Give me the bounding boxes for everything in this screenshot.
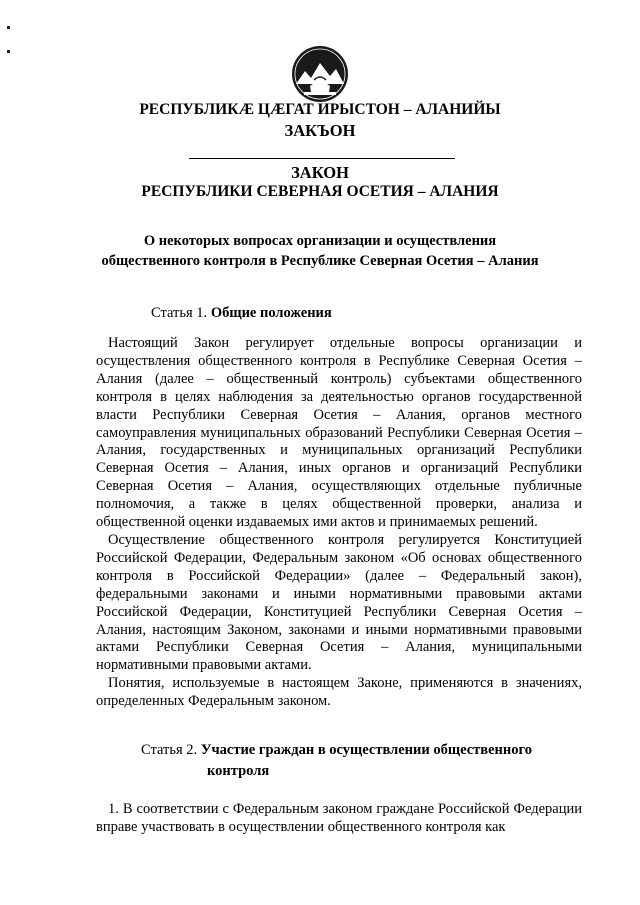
law-label-ossetian: ЗАКЪОН [284, 121, 356, 140]
article2-number: Статья 2. [141, 742, 198, 758]
coat-of-arms-emblem [290, 44, 350, 104]
article2-body [96, 801, 582, 837]
article1-number: Статья 1. [151, 305, 208, 321]
scan-artifact [7, 50, 10, 53]
article2-paragraph: 1. В соответствии с Федеральным законом граждане Российской Федерации вправе участвовать в осуществлении общественного контроля как [96, 801, 582, 835]
law-label-russian: ЗАКОН [291, 163, 349, 182]
article1-title: Общие положения [210, 305, 332, 321]
article1-paragraph: Понятия, используемые в настоящем Законе, применяются в значениях, определенных Федеральным законом. [96, 675, 582, 710]
article2-heading [141, 742, 532, 759]
scan-artifact [7, 26, 10, 29]
header-divider [189, 158, 455, 159]
article1-paragraph: Настоящий Закон регулирует отдельные вопросы организации и осуществления общественного контроля в Республике Северная Осетия – Алания (далее – общественный контроль) субъектами общественного контроля в целях наблюдения за деятельностью органов государственной власти Республики Северная Осетия – Алания, органов местного самоуправления муниципальных образований Республики Северная Осетия – Алания, государственных и муниципальных организаций Республики Северная Осетия – Алания, иных органов и организаций Республики Северная Осетия – Алания, осуществляющих отдельные публичные полномочия, а также в целях общественной проверки, анализа и общественной оценки издаваемых ими актов и принимаемых решений. [96, 335, 582, 531]
article2-title-line1: Участие граждан в осуществлении общественного [200, 742, 532, 758]
document-title-line1: О некоторых вопросах организации и осуществления [143, 233, 497, 249]
article1-body [96, 335, 582, 711]
document-title-line2: общественного контроля в Республике Северная Осетия – Алания [101, 253, 539, 269]
article2-title-line2: контроля [207, 763, 270, 779]
article1-heading [151, 305, 332, 322]
republic-title-russian: РЕСПУБЛИКИ СЕВЕРНАЯ ОСЕТИЯ – АЛАНИЯ [141, 183, 499, 200]
republic-title-ossetian: РЕСПУБЛИКӔ ЦӔГАТ ИРЫСТОН – АЛАНИЙЫ [139, 101, 501, 118]
article1-paragraph: Осуществление общественного контроля регулируется Конституцией Российской Федерации, Федеральным законом «Об основах общественного контроля в Российской Федерации» (далее – Федеральный закон), федеральными законами и иными нормативными правовыми актами Российской Федерации, Конституцией Республики Северная Осетия – Алания, настоящим Законом, законами и иными нормативными правовыми актами Республики Северная Осетия – Алания, муниципальными нормативными правовыми актами. [96, 531, 582, 674]
